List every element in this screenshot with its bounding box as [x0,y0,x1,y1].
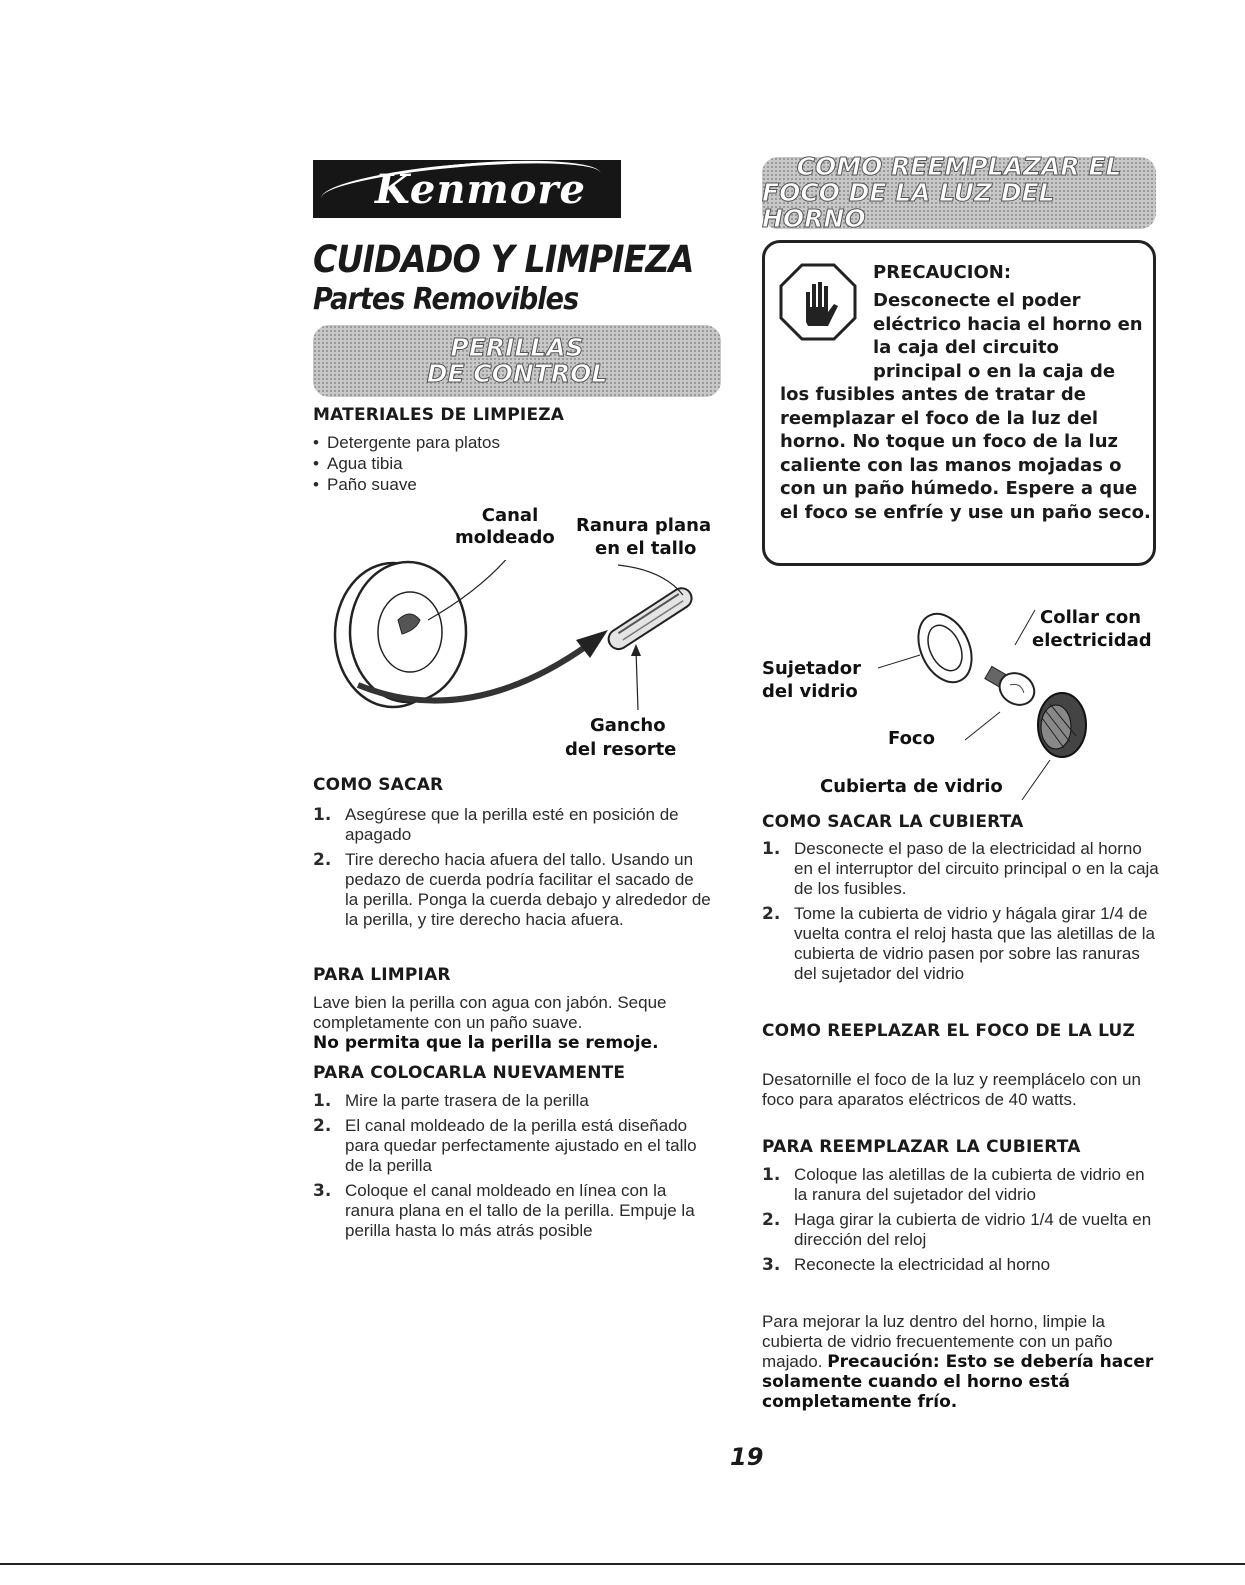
list-item [313,850,711,930]
logo-text: Kenmore [375,166,586,213]
bottom-rule [0,1563,1245,1565]
como-sacar-heading: COMO SACAR [313,775,444,795]
list-item [313,805,711,845]
leader-foco [965,712,1000,740]
closing-text: Para mejorar la luz dentro del horno, limpie la cubierta de vidrio frecuentemente con un paño majado. [762,1312,1113,1371]
step-text: Coloque las aletillas de la cubierta de vidrio en la ranura del sujetador del vidrio [794,1165,1145,1204]
banner-line-2: DE CONTROL [426,359,608,388]
step-text: Tire derecho hacia afuera del tallo. Usando un pedazo de cuerda podría facilitar el sacado de la perilla. Ponga la cuerda debajo y alrededor de la perilla, y tire derecho hacia afuera. [345,850,711,929]
step-text: Haga girar la cubierta de vidrio 1/4 de vuelta en dirección del reloj [794,1210,1152,1249]
para-limpiar-text [313,993,713,1053]
banner-line-1: PERILLAS [450,332,584,362]
label-foco: Foco [888,728,935,749]
label-electricidad: electricidad [1032,630,1152,651]
kenmore-logo [313,160,621,218]
step-number: 1. [762,1165,781,1185]
list-item [762,1255,1152,1275]
leader-sujetador [878,655,920,668]
label-del-vidrio: del vidrio [762,681,858,702]
step-number: 1. [313,1091,332,1111]
closing-paragraph [762,1312,1157,1412]
step-number: 2. [313,1116,332,1136]
materials-item: • Detergente para platos [313,432,713,453]
arrow-head-icon [576,630,608,658]
knob-illustration [318,560,728,720]
para-colocarla-heading: PARA COLOCARLA NUEVAMENTE [313,1063,626,1083]
para-limpiar-warning: No permita que la perilla se remoje. [313,1033,659,1053]
section-banner-foco [762,151,1156,234]
glass-cover-icon [1038,693,1086,757]
list-item [313,1116,713,1176]
como-sacar-cubierta-steps [762,839,1162,989]
banner-line-1: COMO REEMPLAZAR EL [796,151,1122,181]
step-number: 1. [762,839,781,859]
step-text: Asegúrese que la perilla esté en posición de apagado [345,805,679,844]
closing-warning: Precaución: Esto se debería hacer solamente cuando el horno está completamente frío. [762,1352,1154,1412]
caution-text-rest: los fusibles antes de tratar de reemplazar el foco de la luz del horno. No toque un foco de la luz caliente con las manos mojadas o con un paño húmedo. Espere a que el foco se enfríe y use un paño seco. [780,384,1151,523]
page-subtitle: Partes Removibles [313,282,579,317]
materials-item: • Agua tibia [313,453,713,474]
step-number: 1. [313,805,332,825]
label-sujetador: Sujetador [762,658,862,679]
reemplazar-foco-text: Desatornille el foco de la luz y reemplácelo con un foco para aparatos eléctricos de 40 watts. [762,1070,1141,1109]
reemplazar-cubierta-heading: PARA REEMPLAZAR LA CUBIERTA [762,1137,1081,1157]
step-number: 3. [762,1255,781,1275]
step-text: Coloque el canal moldeado en línea con la ranura plana en el tallo de la perilla. Empuje la perilla hasta lo más atrás posible [345,1181,695,1240]
label-ranura-plana: Ranura plana [576,515,712,536]
step-text: Tome la cubierta de vidrio y hágala girar 1/4 de vuelta contra el reloj hasta que las aletillas de la cubierta de vidrio pasen por sobre las ranuras del sujetador del vidrio [794,904,1155,983]
step-text: Desconecte el paso de la electricidad al horno en el interruptor del circuito principal o en la caja de los fusibles. [794,839,1159,898]
list-item [762,904,1162,984]
spring-hook-arrow-icon [631,644,641,656]
bulb-illustration [850,600,1120,805]
step-text: Reconecte la electricidad al horno [794,1255,1051,1274]
banner-line-2: FOCO DE LA LUZ DEL HORNO [762,177,1055,234]
step-number: 2. [762,904,781,924]
caution-text-head: Desconecte el poder eléctrico hacia el horno en la caja del circuito principal o en la caja de [873,290,1143,382]
step-number: 3. [313,1181,332,1201]
list-item [313,1181,713,1241]
leader-cubierta [1022,760,1050,800]
glass-holder [908,605,982,691]
materials-item: • Paño suave [313,474,713,495]
light-bulb-icon [981,660,1040,711]
leader-collar [1015,610,1035,645]
section-banner-perillas [313,325,721,397]
step-number: 2. [762,1210,781,1230]
materials-heading: MATERIALES DE LIMPIEZA [313,405,565,425]
materials-list [313,432,713,495]
label-canal: Canal [481,505,539,526]
leader-gancho [636,650,638,710]
list-item [762,839,1162,899]
page-title: CUIDADO Y LIMPIEZA [313,238,694,281]
step-number: 2. [313,850,332,870]
label-collar: Collar con [1040,607,1142,628]
reemplazar-foco-heading: COMO REEPLAZAR EL FOCO DE LA LUZ [762,1021,1136,1041]
label-gancho: Gancho [590,715,666,736]
step-text: El canal moldeado de la perilla está diseñado para quedar perfectamente ajustado en el tallo de la perilla [345,1116,697,1175]
list-item [762,1165,1152,1205]
para-limpiar-heading: PARA LIMPIAR [313,965,451,985]
para-limpiar-body: Lave bien la perilla con agua con jabón. Seque completamente con un paño suave. [313,993,667,1032]
label-moldeado: moldeado [455,527,555,548]
reemplazar-cubierta-steps [762,1165,1152,1280]
list-item [762,1210,1152,1250]
label-cubierta: Cubierta de vidrio [820,776,1003,797]
page-number: 19 [730,1443,764,1471]
como-sacar-steps [313,805,711,935]
label-del-resorte: del resorte [565,739,677,760]
como-sacar-cubierta-heading: COMO SACAR LA CUBIERTA [762,812,1024,832]
caution-title: PRECAUCION: [873,262,1012,283]
list-item [313,1091,713,1111]
warning-hand-icon [778,262,858,342]
label-en-el-tallo: en el tallo [595,538,697,559]
step-text: Mire la parte trasera de la perilla [345,1091,589,1110]
para-colocarla-steps [313,1091,713,1246]
knob-stem [605,584,696,653]
